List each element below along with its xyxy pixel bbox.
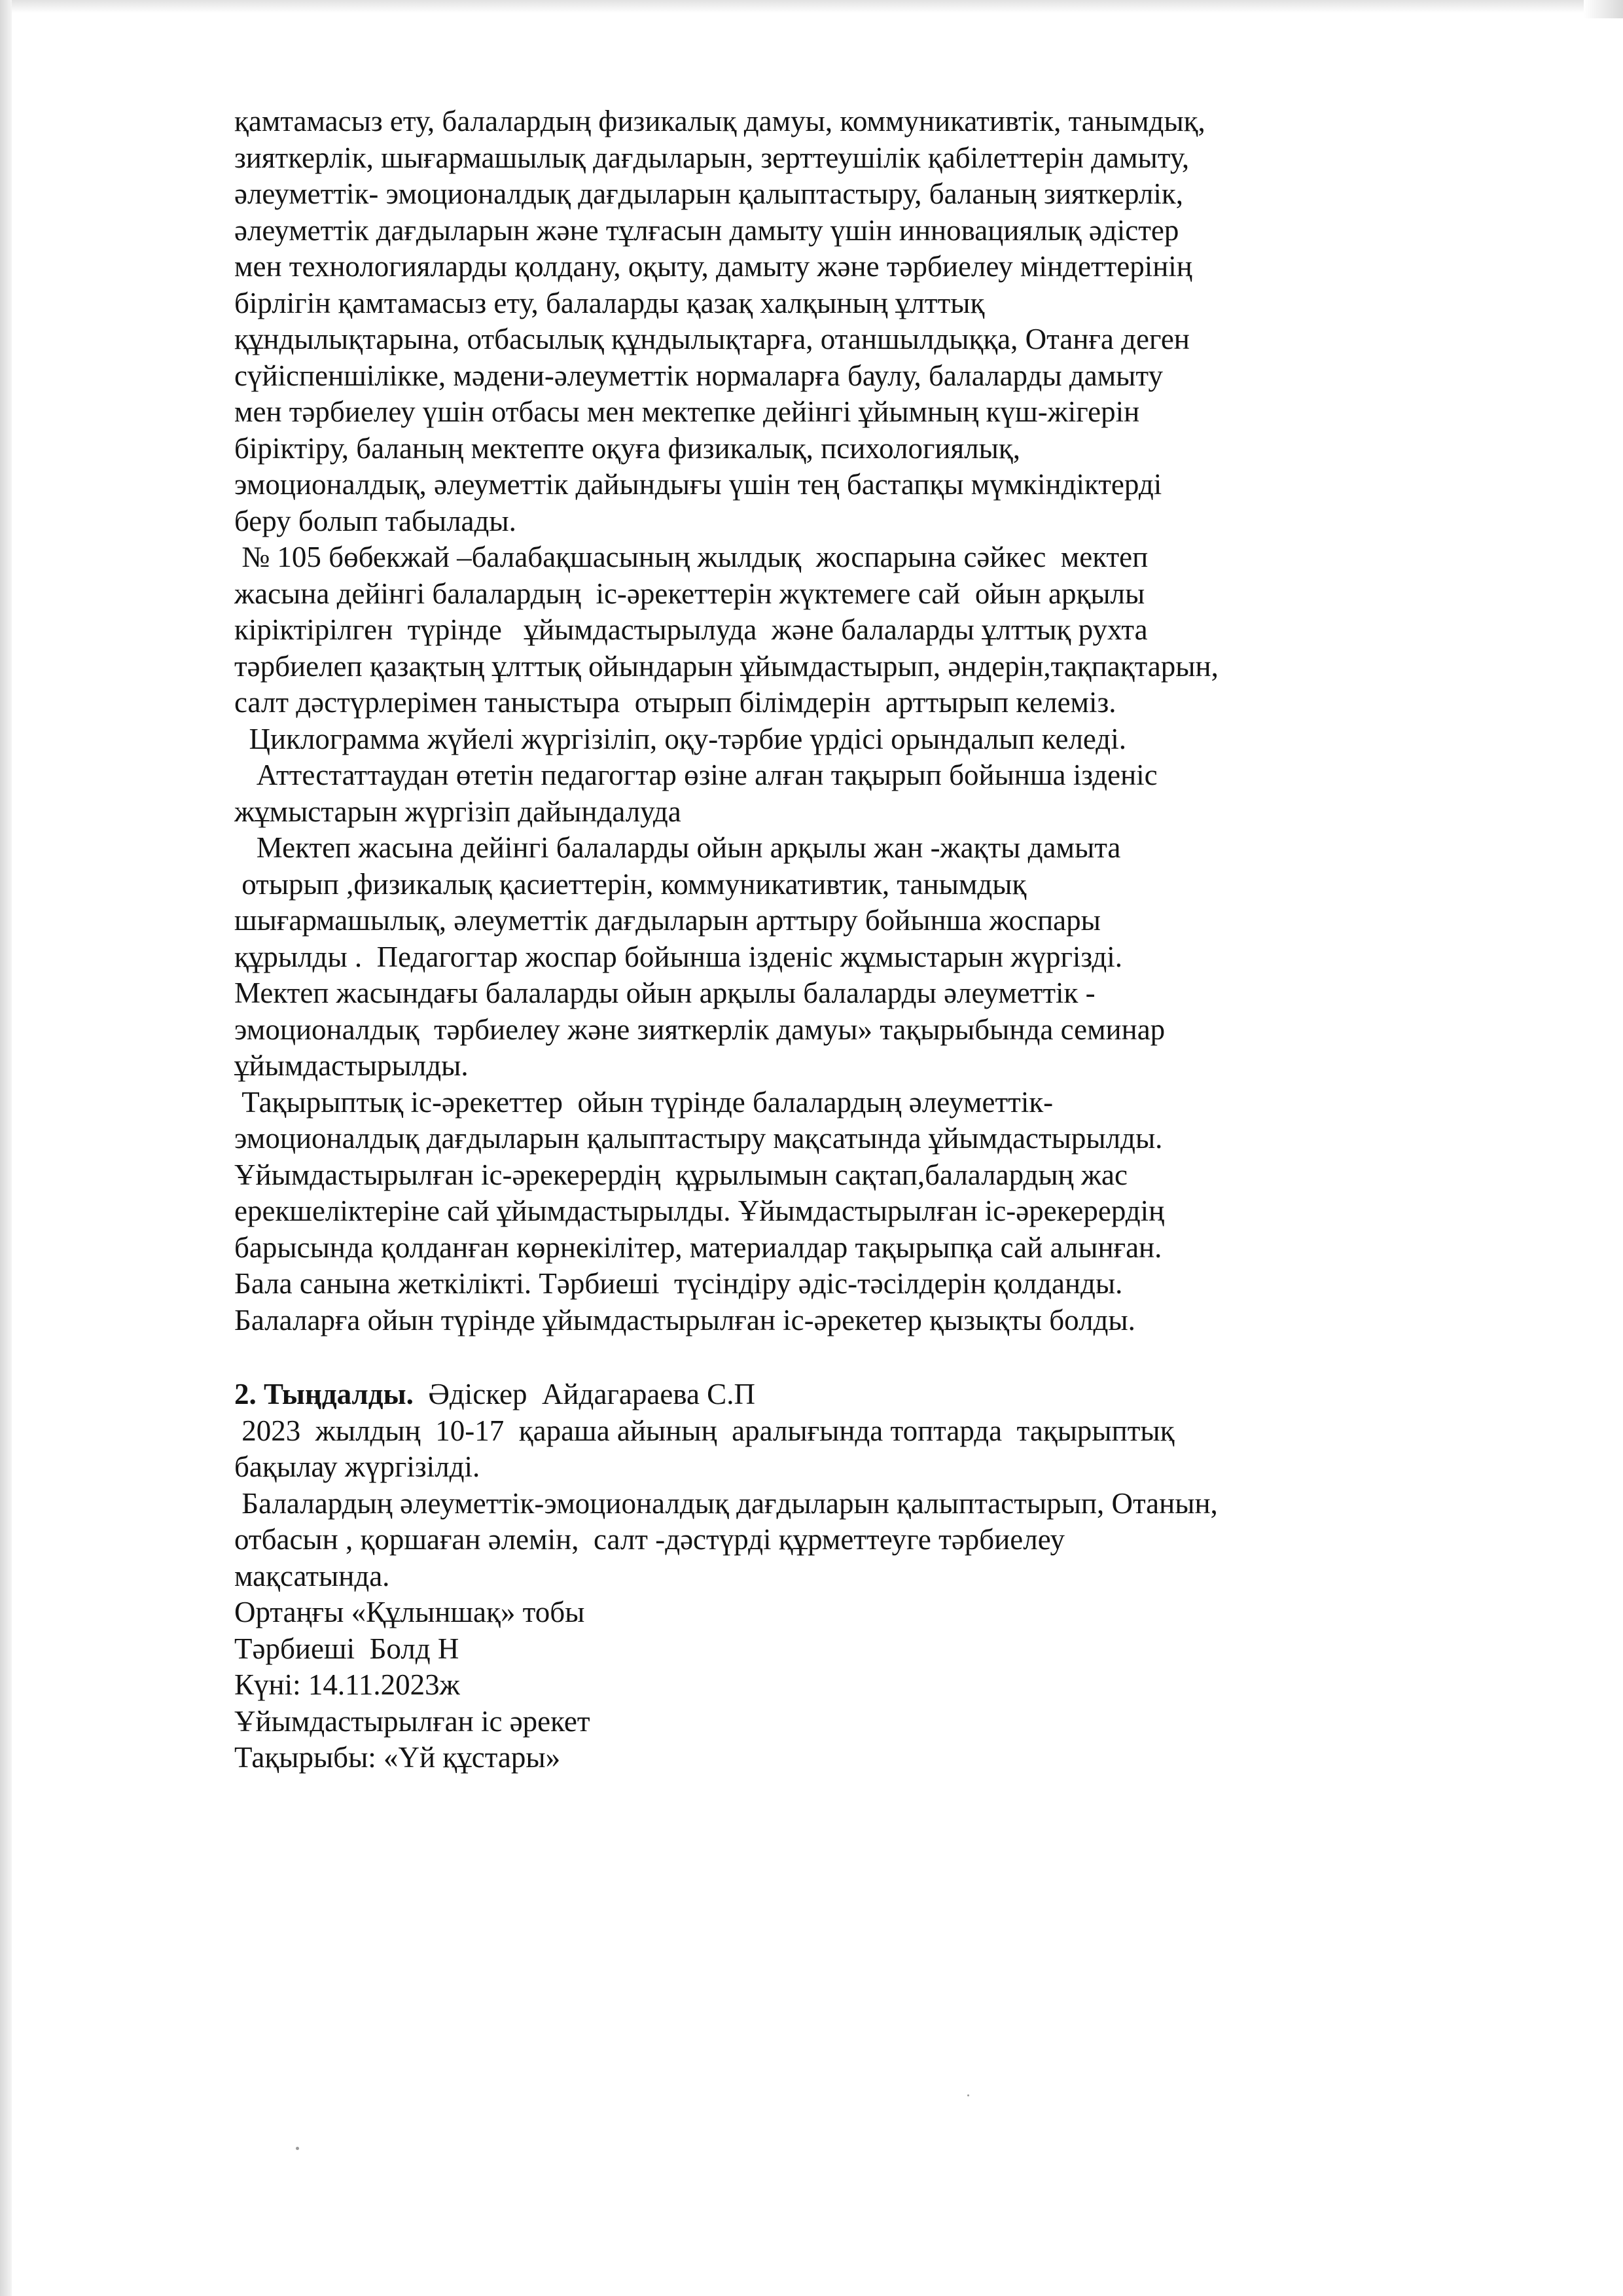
section-number: 2. Тыңдалды. (234, 1378, 414, 1410)
text-line: Тақырыптық іс-әрекеттер ойын түрінде балалардың әлеуметтік- (234, 1085, 1054, 1119)
text-line: № 105 бөбекжай –балабақшасының жылдық жоспарына сәйкес мектеп (234, 541, 1149, 573)
paragraph-2 (234, 539, 1510, 721)
text-line: Аттестаттаудан өтетін педагогтар өзіне алған тақырып бойынша ізденіс (234, 759, 1158, 791)
text-line: біріктіру, баланың мектепте оқуға физикалық, психологиялық, (234, 431, 1020, 465)
lesson-topic: Тақырыбы: «Үй құстары» (234, 1741, 561, 1774)
section-2-heading (234, 1376, 1510, 1413)
scan-left-edge (0, 0, 12, 2296)
scan-speck (296, 2147, 299, 2150)
paragraph-8 (234, 1486, 1510, 1595)
document-body (234, 103, 1510, 1776)
text-line: беру болып табылады. (234, 504, 516, 537)
text-line: тәрбиелеп қазақтың ұлттық ойындарын ұйымдастырып, әндерін,тақпақтарын, (234, 649, 1219, 683)
paragraph-4 (234, 757, 1510, 830)
paragraph-1 (234, 103, 1510, 539)
text-line: салт дәстүрлерімен таныстыра отырып білімдерін арттырып келеміз. (234, 686, 1116, 719)
text-line: мен тәрбиелеу үшін отбасы мен мектепке дейінгі ұйымның күш-жігерін (234, 395, 1140, 428)
text-line: отбасын , қоршаған әлемін, салт -дәстүрді құрметтеуге тәрбиелеу (234, 1523, 1065, 1556)
paragraph-7 (234, 1413, 1510, 1486)
section-heading-line (234, 1376, 1510, 1413)
paragraph-5 (234, 830, 1510, 1085)
text-line: Бала санына жеткілікті. Тәрбиеші түсіндіру әдіс-тәсілдерін қолданды. (234, 1267, 1123, 1300)
text-line: қамтамасыз ету, балалардың физикалық дамуы, коммуникативтік, танымдық, (234, 105, 1205, 137)
text-line: бақылау жүргізілді. (234, 1450, 480, 1483)
text-line: эмоционалдық, әлеуметтік дайындығы үшін тең бастапқы мүмкіндіктерді (234, 468, 1162, 501)
text-line: құндылықтарына, отбасылық құндылықтарға, отаншылдыққа, Отанға деген (234, 323, 1190, 355)
text-line: Циклограмма жүйелі жүргізіліп, оқу-тәрбие үрдісі орындалып келеді. (234, 722, 1126, 755)
text-line: бірлігін қамтамасыз ету, балаларды қазақ халқының ұлттық (234, 286, 985, 319)
text-line: эмоционалдық тәрбиелеу және зияткерлік дамуы» тақырыбында семинар (234, 1013, 1166, 1046)
lesson-details (234, 1594, 1510, 1776)
scan-corner-shadow (1584, 0, 1623, 18)
text-line: жұмыстарын жүргізіп дайындалуда (234, 795, 681, 828)
text-line: зияткерлік, шығармашылық дағдыларын, зерттеушілік қабілеттерін дамыту, (234, 141, 1190, 174)
text-line: мақсатында. (234, 1559, 390, 1592)
text-line: Мектеп жасындағы балаларды ойын арқылы балаларды әлеуметтік - (234, 977, 1096, 1009)
section-speaker: Әдіскер Айдагараева С.П (413, 1378, 755, 1410)
text-line: шығармашылық, әлеуметтік дағдыларын арттыру бойынша жоспары (234, 904, 1101, 937)
activity-type: Ұйымдастырылған іс әрекет (234, 1704, 590, 1738)
text-line: Балалардың әлеуметтік-эмоционалдық дағдыларын қалыптастырып, Отанын, (234, 1486, 1218, 1520)
text-line: жасына дейінгі балалардың іс-әрекеттерін жүктемеге сай ойын арқылы (234, 577, 1145, 610)
paragraph-6 (234, 1085, 1510, 1339)
text-line: әлеуметтік дағдыларын және тұлғасын дамыту үшін инновациялық әдістер (234, 213, 1179, 247)
text-line: Мектеп жасына дейінгі балаларды ойын арқылы жан -жақты дамыта (234, 831, 1121, 864)
scan-speck (967, 2094, 969, 2096)
text-line: кіріктірілген түрінде ұйымдастырылуда және балаларды ұлттық рухта (234, 613, 1148, 646)
teacher-name: Тәрбиеші Болд Н (234, 1632, 459, 1665)
text-line: әлеуметтік- эмоционалдық дағдыларын қалыптастыру, баланың зияткерлік, (234, 177, 1183, 210)
text-line: сүйіспеншілікке, мәдени-әлеуметтік нормаларға баулу, балаларды дамыту (234, 359, 1163, 392)
paragraph-3 (234, 721, 1510, 758)
text-line: 2023 жылдың 10-17 қараша айының аралығында топтарда тақырыптық (234, 1414, 1175, 1447)
text-line: Ұйымдастырылған іс-әрекерердің құрылымын сақтап,балалардың жас (234, 1158, 1128, 1191)
lesson-date: Күні: 14.11.2023ж (234, 1668, 460, 1701)
text-line: отырып ,физикалық қасиеттерін, коммуникативтик, танымдық (234, 867, 1027, 901)
text-line: ұйымдастырылды. (234, 1049, 469, 1082)
text-line: барысында қолданған көрнекілітер, материалдар тақырыпқа сай алынған. (234, 1230, 1162, 1264)
text-line: құрылды . Педагогтар жоспар бойынша ізденіс жұмыстарын жүргізді. (234, 940, 1123, 973)
group-name: Ортаңғы «Құлыншақ» тобы (234, 1596, 585, 1628)
section-spacer (234, 1338, 1510, 1376)
text-line: Балаларға ойын түрінде ұйымдастырылған іс-әрекетер қызықты болды. (234, 1303, 1135, 1336)
text-line: ерекшеліктеріне сай ұйымдастырылды. Ұйымдастырылған іс-әрекерердің (234, 1194, 1165, 1227)
text-line: эмоционалдық дағдыларын қалыптастыру мақсатында ұйымдастырылды. (234, 1122, 1163, 1155)
scan-top-edge (0, 0, 1623, 13)
text-line: мен технологияларды қолдану, оқыту, дамыту және тәрбиелеу міндеттерінің (234, 250, 1192, 283)
